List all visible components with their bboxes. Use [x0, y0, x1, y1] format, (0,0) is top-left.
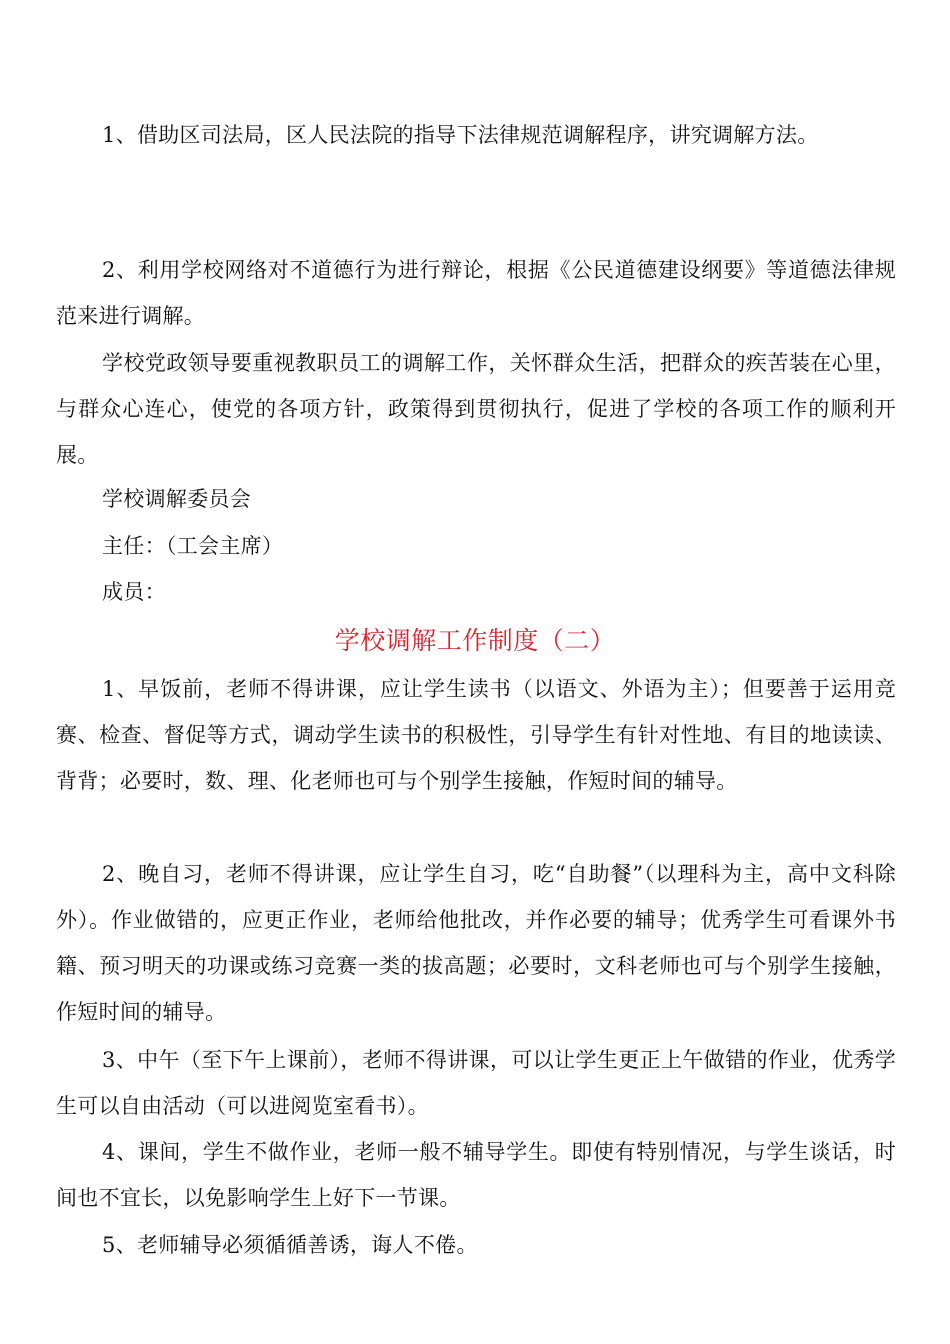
- committee-director: 主任：（工会主席）: [102, 534, 284, 558]
- intro-item-2: 2、利用学校网络对不道德行为进行辩论，根据《公民道德建设纲要》等道德法律规范来进行调解。: [56, 258, 896, 328]
- rule-item-5: 5、老师辅导必须循循善诱，诲人不倦。: [102, 1233, 478, 1257]
- rule-item-1: 1、早饭前，老师不得讲课，应让学生读书（以语文、外语为主）；但要善于运用竞赛、检查、督促等方式，调动学生读书的积极性，引导学生有针对性地、有目的地读读、背背；必要时，数、理、化老师也可与个别学生接触，作短时间的辅导。: [56, 677, 896, 793]
- rule-item-3: 3、中午（至下午上课前），老师不得讲课，可以让学生更正上午做错的作业，优秀学生可以自由活动（可以进阅览室看书）。: [56, 1048, 896, 1118]
- committee-members: 成员：: [102, 580, 166, 604]
- intro-item-1: 1、借助区司法局，区人民法院的指导下法律规范调解程序，讲究调解方法。: [102, 123, 819, 147]
- rule-item-4: 4、课间，学生不做作业，老师一般不辅导学生。即使有特别情况，与学生谈话，时间也不宜长，以免影响学生上好下一节课。: [56, 1140, 896, 1210]
- section-title: 学校调解工作制度（二）: [334, 626, 616, 655]
- intro-paragraph-leadership: 学校党政领导要重视教职员工的调解工作，关怀群众生活，把群众的疾苦装在心里，与群众心连心，使党的各项方针，政策得到贯彻执行，促进了学校的各项工作的顺利开展。: [56, 351, 896, 467]
- rule-item-2: 2、晚自习，老师不得讲课，应让学生自习，吃“自助餐”（以理科为主，高中文科除外）。作业做错的，应更正作业，老师给他批改，并作必要的辅导；优秀学生可看课外书籍、预习明天的功课或练习竞赛一类的拔高题；必要时，文科老师也可与个别学生接触，作短时间的辅导。: [56, 862, 896, 1024]
- committee-name: 学校调解委员会: [102, 487, 252, 511]
